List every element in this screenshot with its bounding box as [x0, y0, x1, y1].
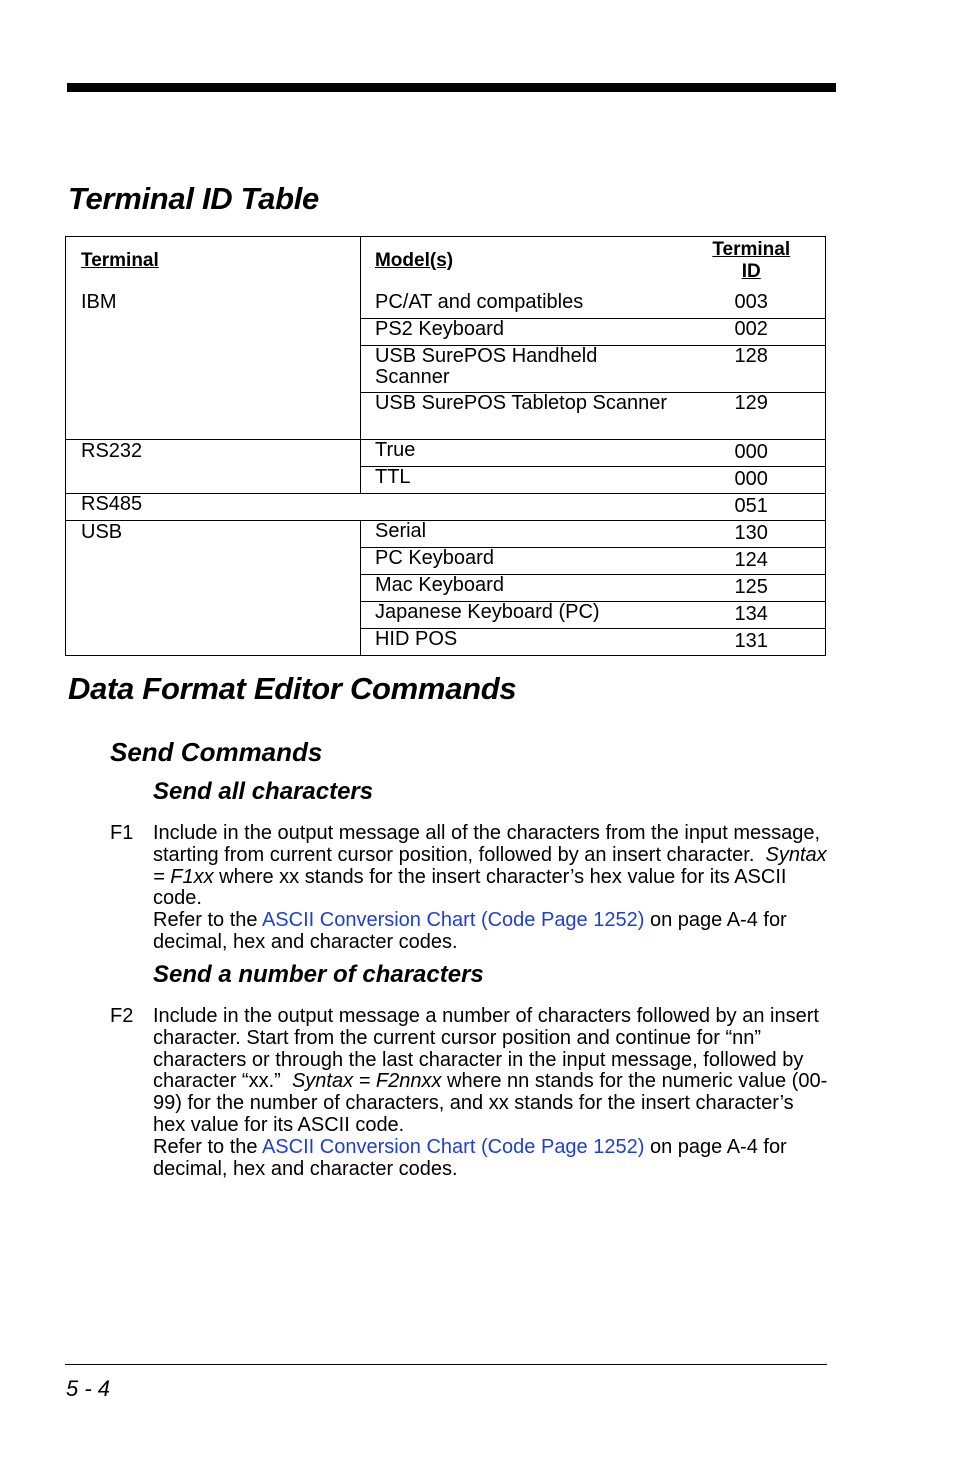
f2-code: F2	[110, 1005, 134, 1027]
id-cell: 134	[677, 602, 825, 629]
f2-body: Include in the output message a number of characters followed by an insert character. Start from the current cursor position and continue for “nn” characters or through the last character in the input message, followed by character “xx.” Syntax = F2nnxx where nn stands for the numeric value (00-99) for the number of characters, and xx stands for the insert character’s hex value for its ASCII code. Refer to the ASCII Conversion Chart (Code Page 1252) on page A-4 for decimal, hex and character codes.	[153, 1005, 828, 1180]
model-cell: HID POS	[360, 629, 677, 656]
id-cell: 125	[677, 575, 825, 602]
footer-rule	[65, 1364, 827, 1365]
f2-paragraph	[110, 1006, 830, 1180]
model-cell: USB SurePOS Handheld Scanner	[360, 346, 677, 393]
header-terminal-id: Terminal ID	[712, 238, 791, 282]
table-row	[66, 440, 826, 467]
table-row	[66, 494, 826, 521]
ascii-chart-link[interactable]: ASCII Conversion Chart (Code Page 1252)	[261, 1135, 645, 1158]
id-cell: 051	[677, 494, 825, 521]
send-commands-title: Send Commands	[110, 737, 323, 767]
header-models: Model(s)	[360, 237, 677, 285]
terminal-cell: USB	[66, 521, 361, 656]
table-row	[66, 284, 826, 319]
page-number: 5 - 4	[66, 1376, 111, 1401]
header-rule	[67, 83, 836, 92]
id-cell: 129	[677, 393, 825, 440]
header-terminal: Terminal	[81, 249, 159, 271]
send-number-title: Send a number of characters	[153, 961, 484, 988]
table-header-row	[66, 237, 826, 285]
terminal-cell: IBM	[81, 291, 117, 313]
model-cell: Japanese Keyboard (PC)	[360, 602, 677, 629]
model-cell: Mac Keyboard	[360, 575, 677, 602]
model-cell: USB SurePOS Tabletop Scanner	[360, 393, 677, 440]
dfe-commands-title: Data Format Editor Commands	[68, 671, 517, 706]
terminal-id-table	[65, 236, 826, 656]
ascii-chart-link[interactable]: ASCII Conversion Chart (Code Page 1252)	[261, 909, 645, 932]
f1-paragraph	[110, 823, 830, 954]
model-cell: PS2 Keyboard	[360, 319, 677, 346]
model-cell: Serial	[360, 521, 677, 548]
table-row	[66, 521, 826, 548]
terminal-cell: RS232	[66, 440, 361, 494]
f1-body: Include in the output message all of the characters from the input message, starting from current cursor position, followed by an insert character. Syntax = F1xx where xx stands for the insert character’s hex value for its ASCII code. Refer to the ASCII Conversion Chart (Code Page 1252) on page A-4 for decimal, hex and character codes.	[153, 822, 827, 953]
model-cell: PC/AT and compatibles	[360, 284, 677, 319]
f2-syntax: Syntax = F2nnxx	[291, 1070, 442, 1093]
terminal-cell: RS485	[66, 494, 361, 521]
send-all-title: Send all characters	[153, 778, 374, 805]
id-cell: 130	[677, 521, 825, 548]
id-cell: 000	[677, 467, 825, 494]
id-cell: 131	[677, 629, 825, 656]
f1-syntax: Syntax = F1xx	[153, 843, 827, 888]
id-cell: 124	[677, 548, 825, 575]
model-cell	[360, 494, 677, 521]
id-cell: 000	[677, 440, 825, 467]
terminal-id-title: Terminal ID Table	[68, 181, 319, 216]
f1-code: F1	[110, 822, 134, 844]
model-cell: PC Keyboard	[360, 548, 677, 575]
id-cell: 128	[677, 346, 825, 393]
model-cell: True	[360, 440, 677, 467]
id-cell: 003	[734, 291, 768, 313]
id-cell: 002	[677, 319, 825, 346]
model-cell: TTL	[360, 467, 677, 494]
